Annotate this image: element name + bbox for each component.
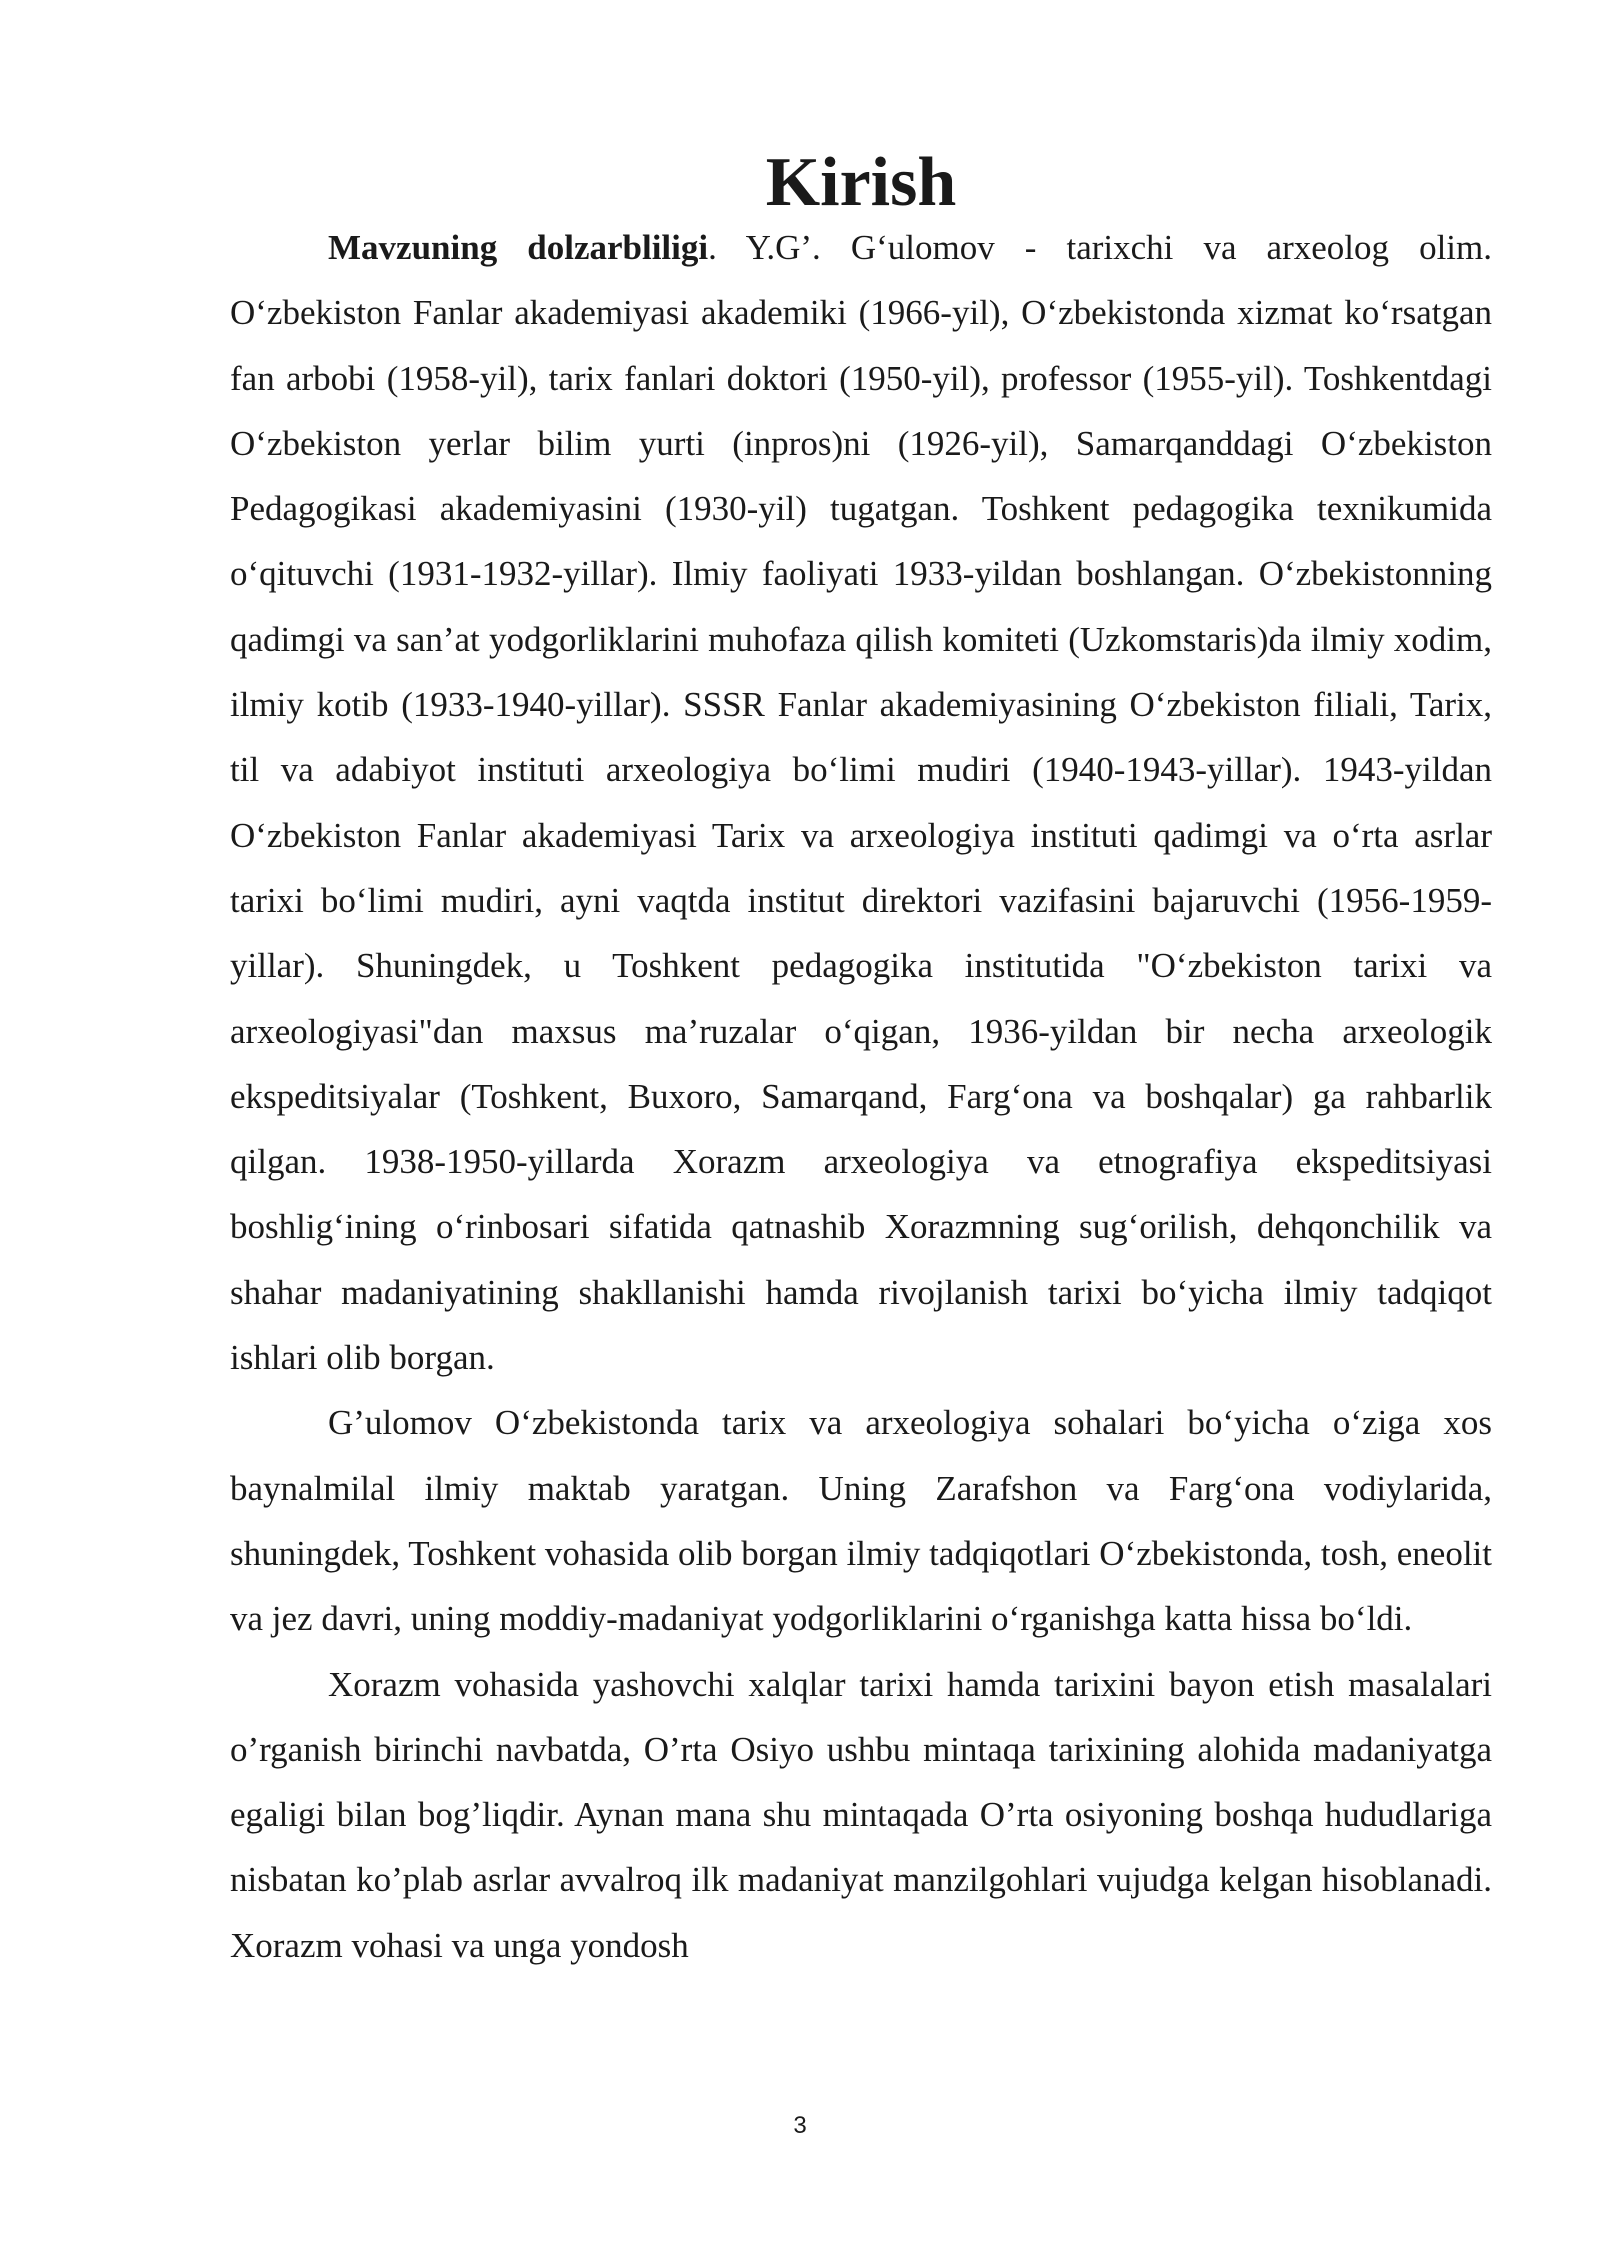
paragraph-3: Xorazm vohasida yashovchi xalqlar tarixi hamda tarixini bayon etish masalalari o’rganish birinchi navbatda, O’rta Osiyo ushbu mintaqa tarixining alohida madaniyatga egaligi bilan bog’liqdir. Aynan mana shu mintaqada O’rta osiyoning boshqa hududlariga nisbatan ko’plab asrlar avvalroq ilk madaniyat manzilgohlari vujudga kelgan hisoblanadi. Xorazm vohasi va unga yondosh bbox=[230, 1664, 1492, 1965]
paragraph-1-text: . Y.G’. G‘ulomov - tarixchi va arxeolog olim. O‘zbekiston Fanlar akademiyasi akademiki (1966-yil), O‘zbekistonda xizmat ko‘rsatgan fan arbobi (1958-yil), tarix fanlari doktori (1950-yil), professor (1955-yil). Toshkentdagi O‘zbekiston yerlar bilim yurti (inpros)ni (1926-yil), Samarqanddagi O‘zbekiston Pedagogikasi akademiyasini (1930-yil) tugatgan. Toshkent pedagogika texnikumida o‘qituvchi (1931-1932-yillar). Ilmiy faoliyati 1933-yildan boshlangan. O‘zbekistonning qadimgi va san’at yodgorliklarini muhofaza qilish komiteti (Uzkomstaris)da ilmiy xodim, ilmiy kotib (1933-1940-yillar). SSSR Fanlar akademiyasining O‘zbekiston filiali, Tarix, til va adabiyot instituti arxeologiya bo‘limi mudiri (1940-1943-yillar). 1943-yildan O‘zbekiston Fanlar akademiyasi Tarix va arxeologiya instituti qadimgi va o‘rta asrlar tarixi bo‘limi mudiri, ayni vaqtda institut direktori vazifasini bajaruvchi (1956-1959-yillar). Shuningdek, u Toshkent pedagogika institutida "O‘zbekiston tarixi va arxeologiyasi"dan maxsus ma’ruzalar o‘qigan, 1936-yildan bir necha arxeologik ekspeditsiyalar (Toshkent, Buxoro, Samarqand, Farg‘ona va boshqalar) ga rahbarlik qilgan. 1938-1950-yillarda Xorazm arxeologiya va etnografiya ekspeditsiyasi boshlig‘ining o‘rinbosari sifatida qatnashib Xorazmning sug‘orilish, dehqonchilik va shahar madaniyatining shakllanishi hamda rivojlanish tarixi bo‘yicha ilmiy tadqiqot ishlari olib borgan. bbox=[230, 228, 1492, 1378]
paragraph-1 bbox=[230, 215, 1492, 1390]
document-page bbox=[230, 144, 1492, 1978]
paragraph-lead: Mavzuning dolzarbliligi bbox=[328, 228, 709, 267]
paragraph-2: G’ulomov O‘zbekistonda tarix va arxeologiya sohalari bo‘yicha o‘ziga xos baynalmilal ilmiy maktab yaratgan. Uning Zarafshon va Farg‘ona vodiylarida, shuningdek, Toshkent vohasida olib borgan ilmiy tadqiqotlari O‘zbekistonda, tosh, eneolit va jez davri, uning moddiy-madaniyat yodgorliklarini o‘rganishga katta hissa bo‘ldi. bbox=[230, 1403, 1492, 1639]
section-heading: Kirish bbox=[765, 144, 957, 221]
page-number: 3 bbox=[793, 2112, 807, 2139]
